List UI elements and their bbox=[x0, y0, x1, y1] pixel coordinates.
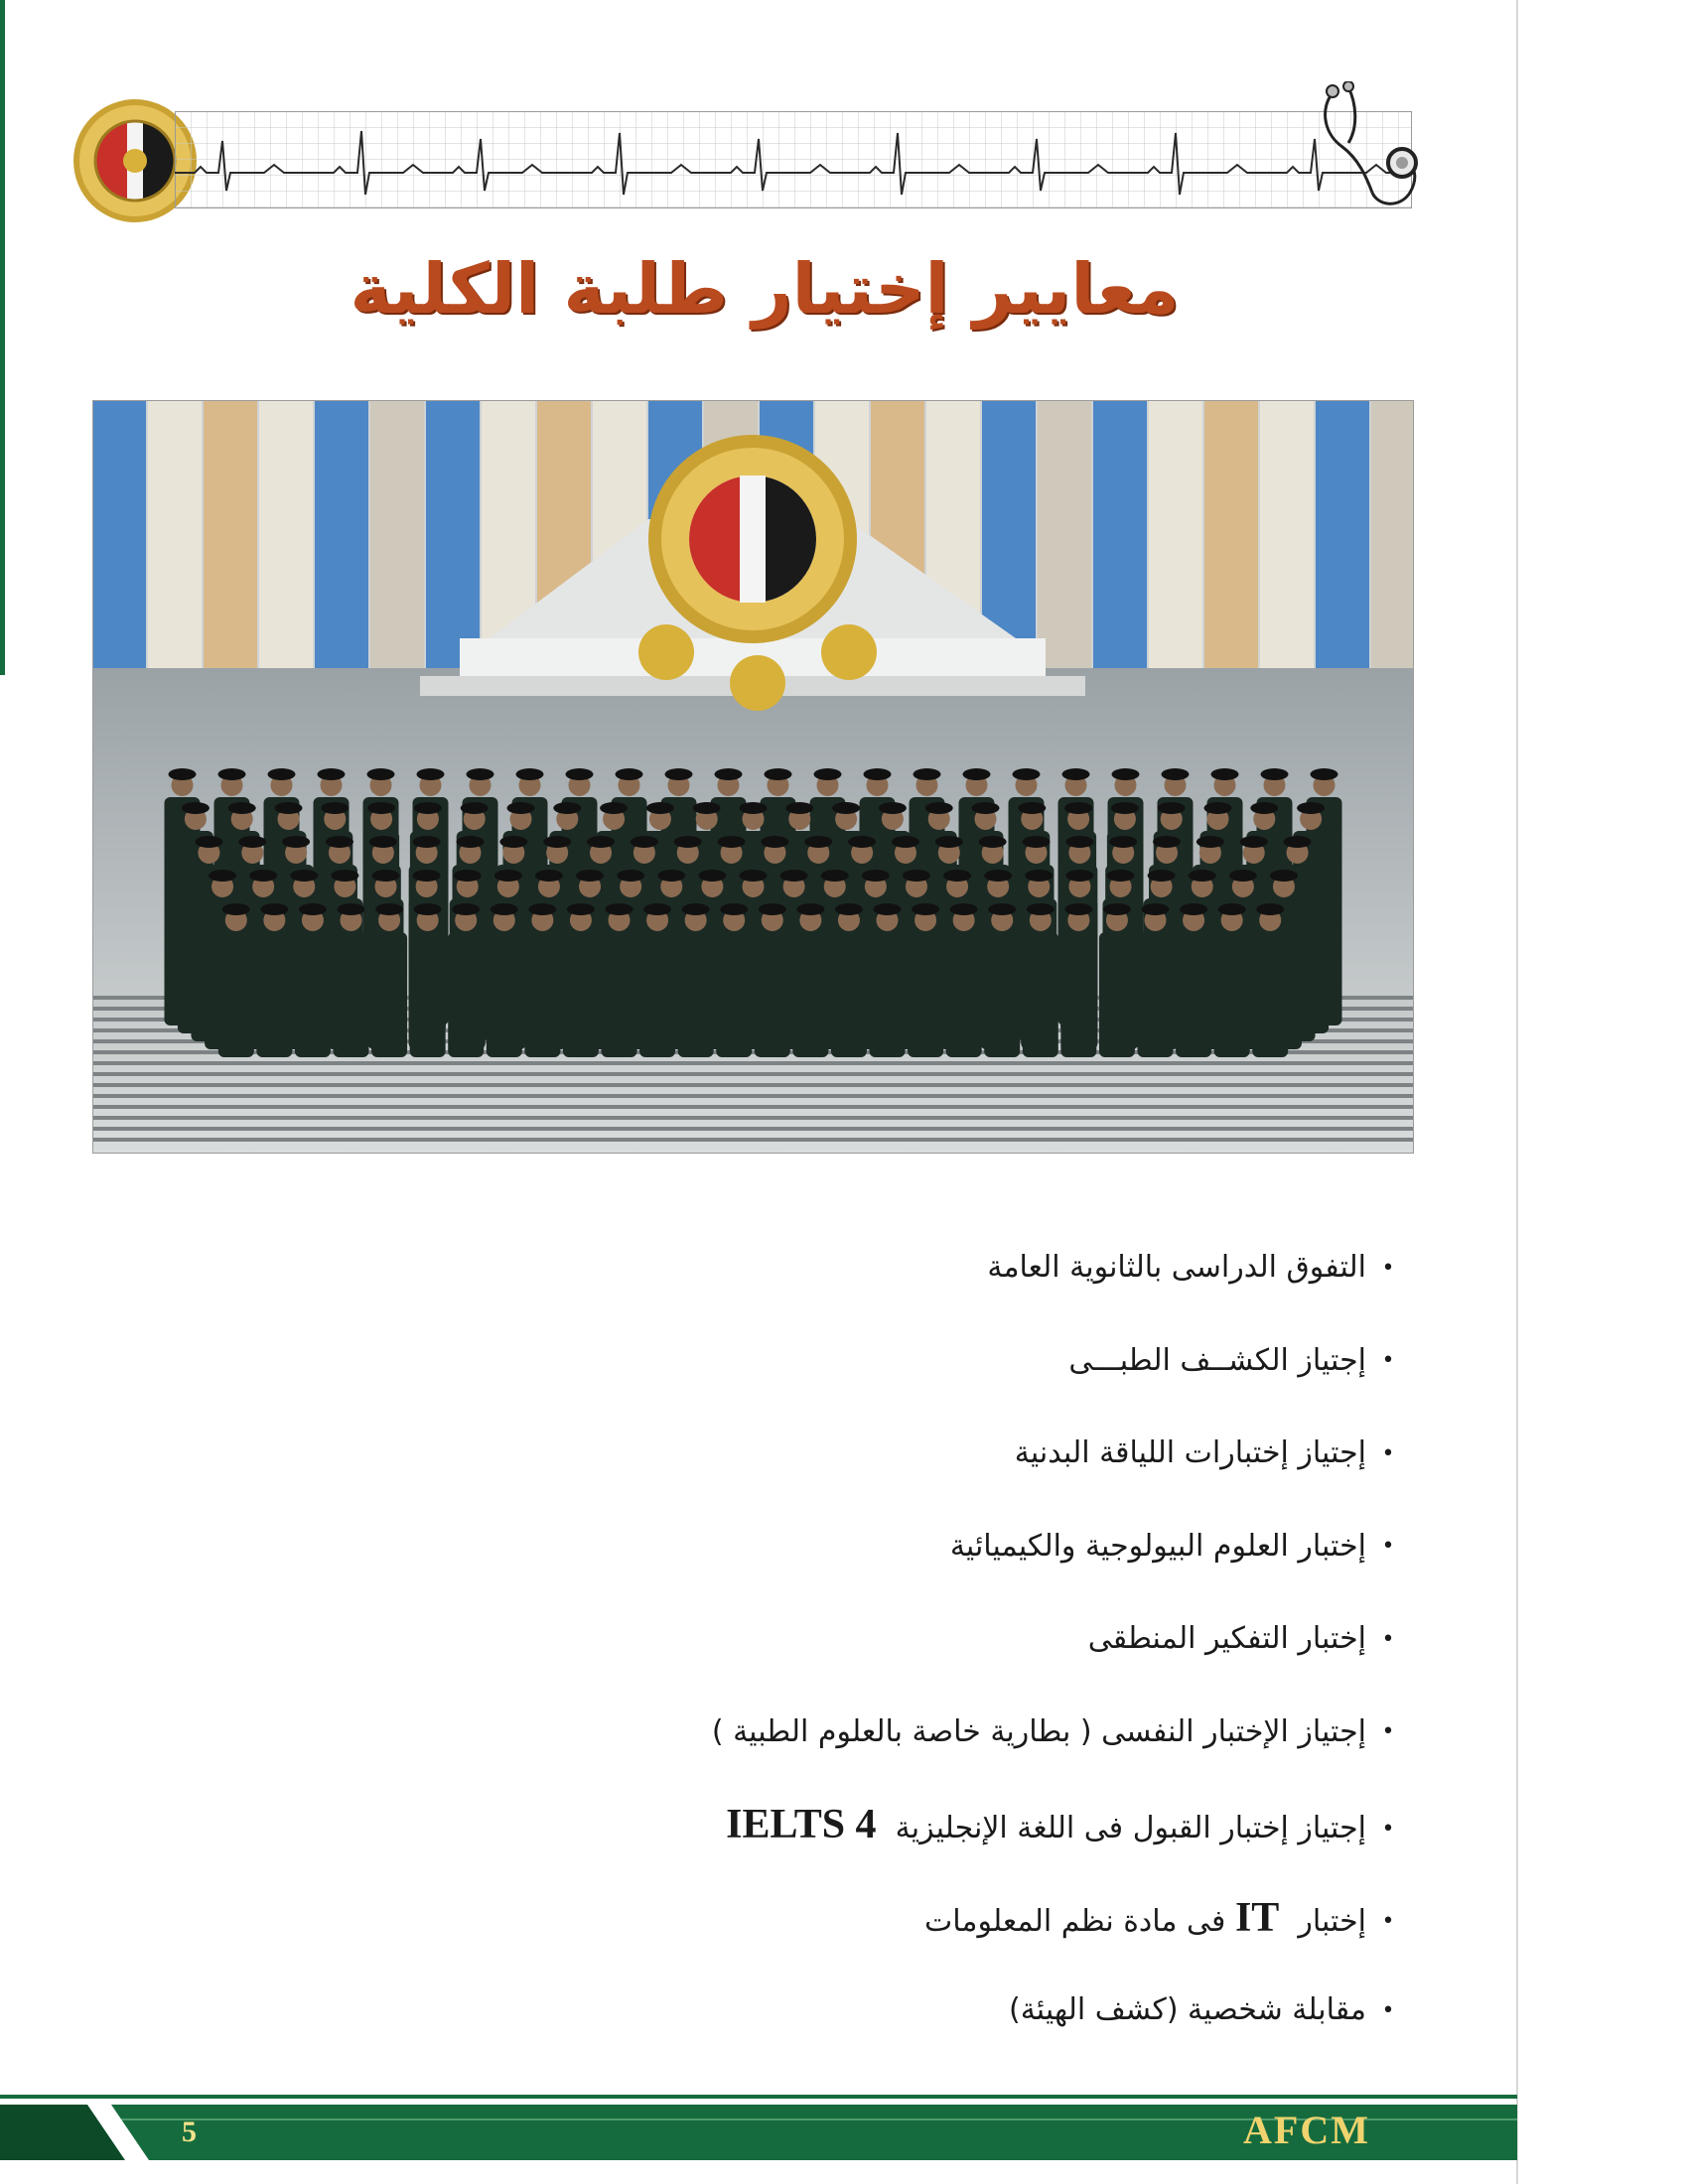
cadets-photo bbox=[92, 400, 1414, 1154]
criterion-text: إجتياز الكشــف الطبـــى bbox=[1068, 1342, 1366, 1378]
wall-panel bbox=[92, 400, 146, 668]
step-line bbox=[92, 1138, 1414, 1142]
bullet-icon: • bbox=[1381, 1997, 1395, 2023]
bullet-icon: • bbox=[1381, 1348, 1395, 1373]
wall-panel bbox=[1204, 400, 1258, 668]
criterion-item bbox=[556, 1979, 1410, 2072]
criterion-text: التفوق الدراسى بالثانوية العامة bbox=[987, 1250, 1366, 1285]
bullet-icon: • bbox=[1381, 1909, 1395, 1934]
step-line bbox=[92, 1105, 1414, 1109]
criterion-item bbox=[556, 1886, 1410, 1979]
wall-panel bbox=[1093, 400, 1147, 668]
criterion-text: فى مادة نظم المعلومات bbox=[924, 1903, 1226, 1939]
wall-panel bbox=[315, 400, 368, 668]
wall-panel bbox=[204, 400, 257, 668]
page-number: 5 bbox=[182, 2116, 197, 2148]
criterion-text: إختبار العلوم البيولوجية والكيميائية bbox=[949, 1528, 1366, 1564]
ielts-score: IELTS 4 bbox=[726, 1802, 877, 1847]
bullet-icon: • bbox=[1381, 1626, 1395, 1652]
stethoscope-icon bbox=[1313, 81, 1440, 212]
wall-panel bbox=[1316, 400, 1369, 668]
criterion-item bbox=[556, 1236, 1410, 1329]
bullet-icon: • bbox=[1381, 1534, 1395, 1559]
criterion-item bbox=[556, 1422, 1410, 1515]
wall-panel bbox=[1149, 400, 1202, 668]
criterion-item bbox=[556, 1329, 1410, 1423]
ecg-wave-icon bbox=[175, 111, 1412, 208]
wall-panel bbox=[259, 400, 313, 668]
bullet-icon: • bbox=[1381, 1440, 1395, 1466]
wall-panel bbox=[148, 400, 202, 668]
criterion-item bbox=[556, 1607, 1410, 1701]
criterion-item bbox=[556, 1515, 1410, 1608]
bullet-icon: • bbox=[1381, 1719, 1395, 1744]
step-line bbox=[92, 1083, 1414, 1087]
wall-panel bbox=[1260, 400, 1314, 668]
criterion-text: إجتياز إختبارات اللياقة البدنية bbox=[1014, 1435, 1366, 1470]
step-line bbox=[92, 1061, 1414, 1065]
criterion-item bbox=[556, 1793, 1410, 1886]
wall-panel bbox=[1038, 400, 1091, 668]
page-title: معايير إختيار طلبة الكلية bbox=[350, 248, 1180, 330]
step-line bbox=[92, 1127, 1414, 1131]
wall-panel bbox=[1371, 400, 1414, 668]
wall-panel bbox=[370, 400, 424, 668]
page-edge bbox=[1516, 0, 1518, 2184]
criterion-text: إختبار bbox=[1298, 1903, 1366, 1939]
selection-criteria-list bbox=[556, 1236, 1410, 2072]
criterion-item bbox=[556, 1701, 1410, 1794]
brand-wordmark: AFCM bbox=[1243, 2108, 1370, 2152]
bullet-icon: • bbox=[1381, 1816, 1395, 1842]
step-line bbox=[92, 1116, 1414, 1120]
wall-panel bbox=[426, 400, 480, 668]
step-line bbox=[92, 1094, 1414, 1098]
bullet-icon: • bbox=[1381, 1255, 1395, 1281]
criterion-text: مقابلة شخصية (كشف الهيئة) bbox=[1008, 1992, 1366, 2027]
green-margin-tab bbox=[0, 0, 5, 675]
criterion-text: إختبار التفكير المنطقى bbox=[1087, 1621, 1366, 1656]
it-label: IT bbox=[1234, 1894, 1280, 1941]
criterion-text: إجتياز إختبار القبول فى اللغة الإنجليزية bbox=[895, 1811, 1366, 1845]
criterion-text: إجتياز الإختبار النفسى ( بطارية خاصة بالعلوم الطبية ) bbox=[711, 1713, 1366, 1749]
step-line bbox=[92, 1072, 1414, 1076]
